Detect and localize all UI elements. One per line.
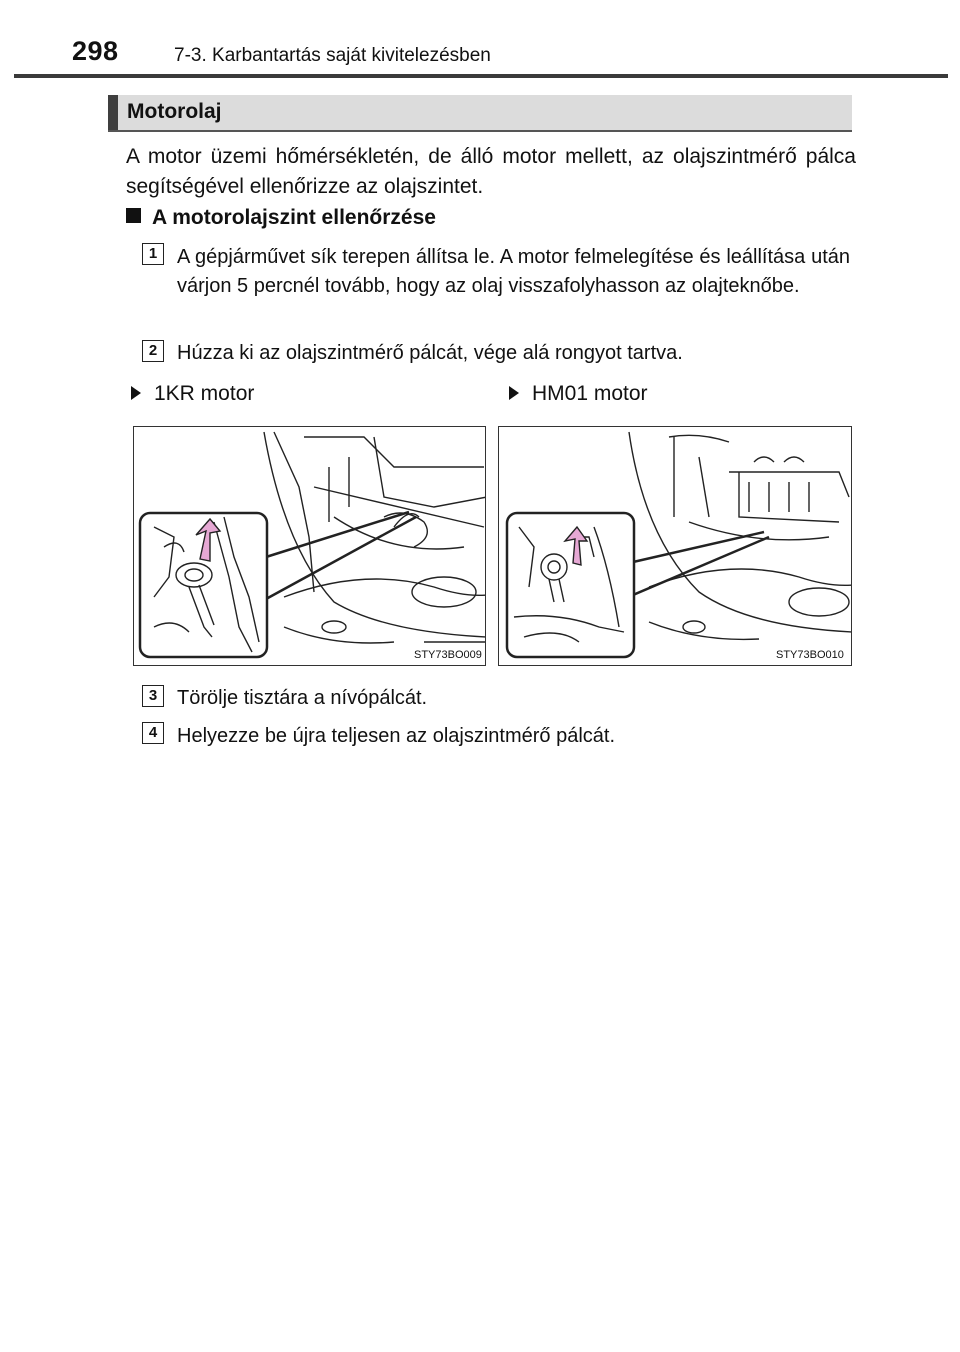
- intro-paragraph: A motor üzemi hőmérsékletén, de álló motor mellett, az olajszintmérő pálca segítségével ellenőrizze az olajszintet.: [126, 145, 856, 198]
- engine-bay-illustration-1kr: [134, 427, 486, 666]
- figure-1kr-code: STY73BO009: [414, 649, 482, 661]
- figure-1kr-engine: [133, 426, 486, 666]
- figure-hm01-engine: [498, 426, 852, 666]
- engine-bay-illustration-hm01: [499, 427, 852, 666]
- step-2-text: Húzza ki az olajszintmérő pálcát, vége alá rongyot tartva.: [177, 342, 683, 364]
- section-bar: [108, 95, 852, 132]
- subheading: [126, 206, 436, 230]
- variant-hm01-label: HM01 motor: [532, 382, 648, 405]
- header-rule: [14, 74, 948, 78]
- variant-hm01: [509, 382, 648, 406]
- triangle-bullet-icon: [131, 386, 141, 400]
- subheading-text: A motorolajszint ellenőrzése: [152, 206, 436, 229]
- step-1-text: A gépjárművet sík terepen állítsa le. A motor felmelegítése és leállítása után várjon 5 percnél tovább, hogy az olaj visszafolyhasson az olajteknőbe.: [177, 246, 850, 297]
- square-bullet-icon: [126, 208, 141, 223]
- step-4-text: Helyezze be újra teljesen az olajszintmérő pálcát.: [177, 725, 615, 747]
- triangle-bullet-icon: [509, 386, 519, 400]
- section-title: Motorolaj: [127, 100, 222, 123]
- step-3-text: Törölje tisztára a nívópálcát.: [177, 687, 428, 709]
- step-2-badge: 2: [142, 340, 164, 362]
- step-1-badge: 1: [142, 243, 164, 265]
- section-accent: [108, 95, 118, 130]
- variant-1kr-label: 1KR motor: [154, 382, 255, 405]
- step-3-badge: 3: [142, 685, 164, 707]
- figure-hm01-code: STY73BO010: [776, 649, 844, 661]
- variant-1kr: [131, 382, 254, 406]
- page-number: 298: [72, 36, 119, 66]
- chapter-title: 7-3. Karbantartás saját kivitelezésben: [174, 45, 491, 66]
- step-4-badge: 4: [142, 722, 164, 744]
